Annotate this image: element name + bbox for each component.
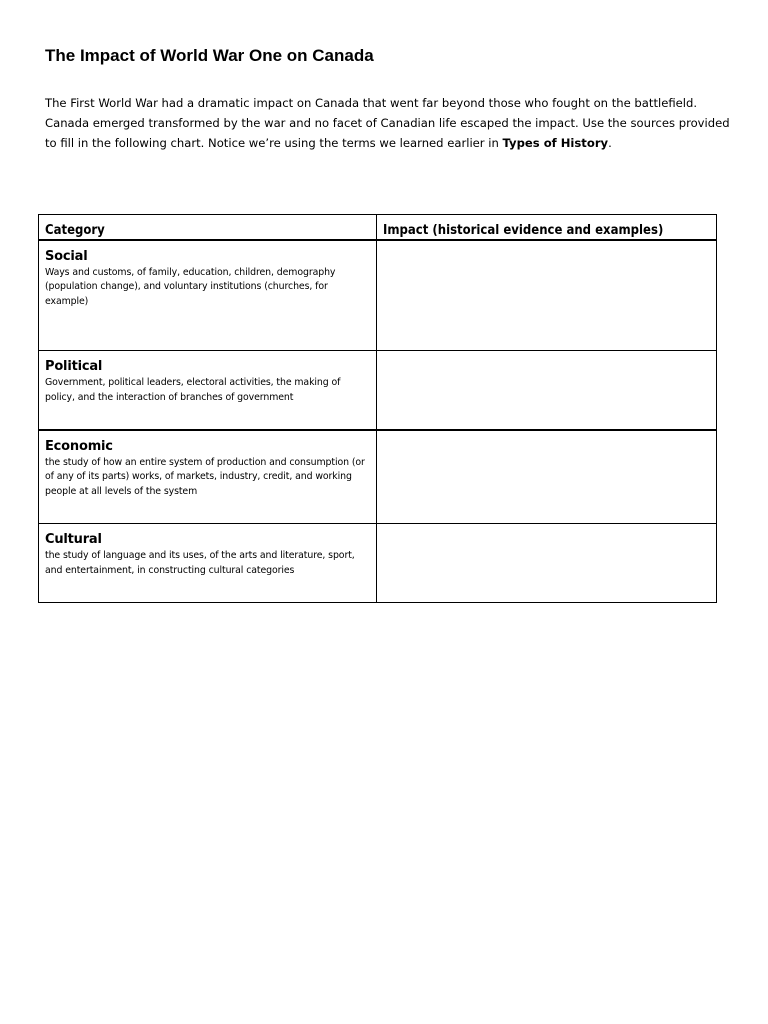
intro-paragraph [45, 93, 735, 154]
category-cell-cultural [39, 524, 377, 603]
category-name: Economic [45, 438, 113, 454]
table-row [39, 524, 717, 603]
category-description: the study of how an entire system of production and consumption (or of any of its parts) works, of markets, industry, credit, and working people at all levels of the system [45, 456, 365, 497]
impact-chart-table [38, 214, 717, 603]
table-row [39, 430, 717, 524]
category-cell-social [39, 240, 377, 351]
impact-cell-social[interactable] [377, 240, 717, 351]
impact-cell-cultural[interactable] [377, 524, 717, 603]
intro-text: The First World War had a dramatic impact on Canada that went far beyond those who fought on the battlefield. Canada emerged transformed by the war and no facet of Canadian life escaped the impact. Use the sources provided to fill in the following chart. Notice we’re using the terms we learned earlier in [45, 96, 730, 151]
impact-cell-economic[interactable] [377, 430, 717, 524]
category-description: Government, political leaders, electoral activities, the making of policy, and the interaction of branches of government [45, 377, 341, 403]
category-name: Cultural [45, 532, 102, 547]
category-description: Ways and customs, of family, education, children, demography (population change), and voluntary institutions (churches, for example) [45, 266, 336, 307]
category-name: Social [45, 248, 88, 264]
impact-header: Impact (historical evidence and examples) [377, 215, 717, 240]
table-header-row [39, 215, 717, 240]
intro-bold-term: Types of History [502, 136, 609, 151]
category-description: the study of language and its uses, of the arts and literature, sport, and entertainment, in constructing cultural categories [45, 550, 355, 576]
table-row [39, 240, 717, 351]
category-header: Category [39, 215, 377, 240]
impact-cell-political[interactable] [377, 351, 717, 430]
category-name: Political [45, 359, 103, 374]
intro-end: . [608, 136, 612, 151]
document-title: The Impact of World War One on Canada [45, 46, 374, 65]
category-cell-political [39, 351, 377, 430]
table-row [39, 351, 717, 430]
category-cell-economic [39, 430, 377, 524]
